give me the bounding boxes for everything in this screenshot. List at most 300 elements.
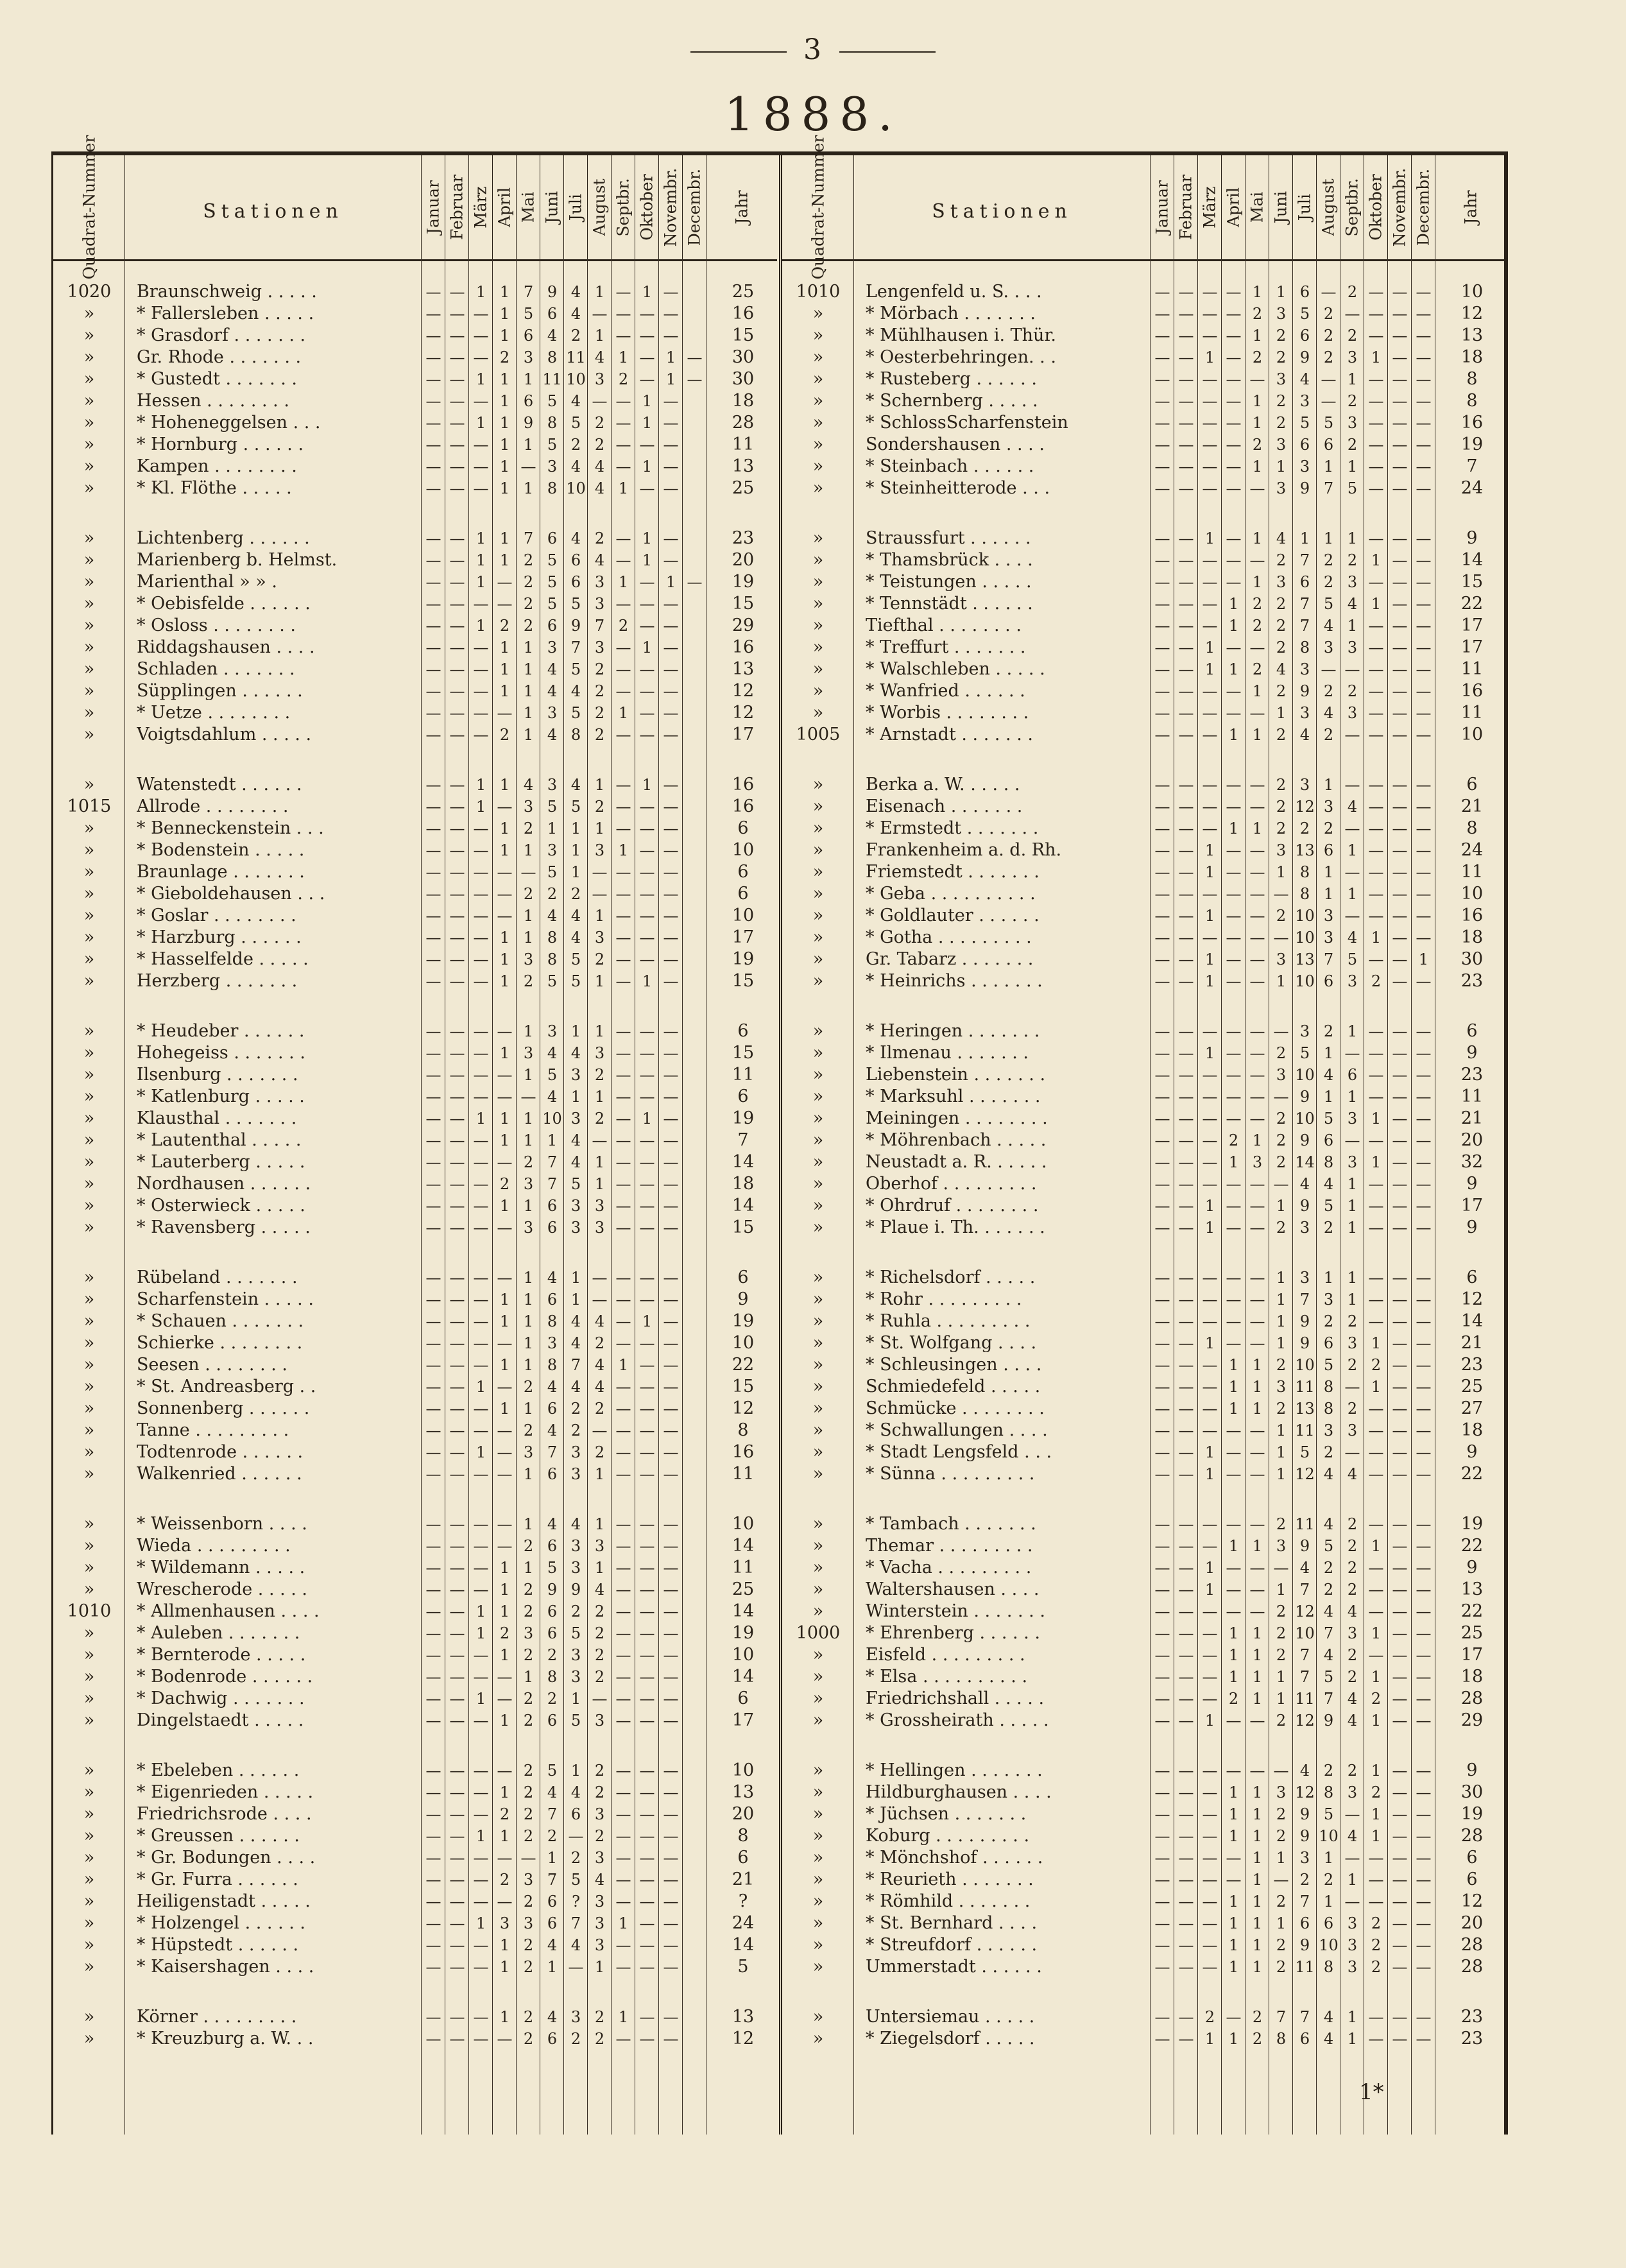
month-value: — — [1202, 436, 1218, 454]
month-value: — — [449, 348, 465, 366]
month-value: — — [425, 1175, 441, 1193]
month-value: — — [1416, 1465, 1432, 1483]
month-value: — — [1178, 1356, 1194, 1374]
month-value: — — [615, 885, 631, 903]
month-value: — — [1226, 1465, 1242, 1483]
month-value: — — [663, 907, 679, 925]
month-value: 4 — [547, 327, 558, 345]
month-value: 2 — [1276, 1400, 1287, 1418]
month-value: — — [425, 1893, 441, 1911]
month-value: — — [639, 1849, 655, 1867]
table-row — [782, 658, 1506, 680]
month-value: 2 — [1276, 776, 1287, 794]
year-total: 13 — [732, 2007, 755, 2027]
month-value: 1 — [1228, 1378, 1239, 1396]
quadrat-number: » — [83, 1869, 95, 1889]
month-value: 4 — [570, 1312, 581, 1330]
month-value: — — [663, 1197, 679, 1215]
month-value: — — [1416, 1668, 1432, 1686]
month-value: 3 — [1299, 1849, 1310, 1867]
month-value: — — [1368, 1131, 1384, 1149]
month-value: 1 — [570, 1088, 581, 1106]
month-value: — — [639, 305, 655, 323]
header-month — [612, 155, 635, 259]
quadrat-number: » — [83, 1065, 95, 1085]
quadrat-number: » — [83, 1043, 95, 1063]
month-value: — — [1249, 1602, 1265, 1620]
month-value: 1 — [1252, 327, 1263, 345]
month-value: 4 — [570, 1153, 581, 1171]
month-value: 1 — [1299, 529, 1310, 547]
month-value: — — [615, 1291, 631, 1309]
year-total: 12 — [732, 1398, 755, 1418]
station-name: Tiefthal . . . . . . . . — [866, 615, 1022, 635]
month-value: — — [497, 1443, 513, 1461]
station-name: Hohegeiss . . . . . . . — [137, 1043, 305, 1063]
month-value: 1 — [499, 1958, 510, 1976]
month-value: 1 — [1252, 1400, 1263, 1418]
month-value: — — [1202, 1624, 1218, 1642]
month-value: — — [1154, 2008, 1170, 2026]
month-value: 2 — [523, 1422, 534, 1439]
station-name: * Marksuhl . . . . . . . — [866, 1087, 1041, 1106]
month-value: 10 — [566, 479, 586, 497]
header-stationen-label: Stationen — [203, 200, 343, 223]
month-value: 1 — [1323, 885, 1334, 903]
month-value: 1 — [1204, 1044, 1215, 1062]
month-value: — — [1416, 1422, 1432, 1439]
month-value: — — [473, 1581, 489, 1599]
month-value — [683, 927, 706, 949]
month-value: 2 — [594, 704, 605, 722]
month-value: 9 — [1323, 1712, 1334, 1730]
month-value: — — [1178, 1624, 1194, 1642]
station-name: * Heringen . . . . . . . — [866, 1021, 1040, 1041]
month-value: 5 — [1323, 595, 1334, 613]
month-value: 3 — [594, 1197, 605, 1215]
month-value: 2 — [523, 2008, 534, 2026]
month-value: — — [615, 776, 631, 794]
year-total: 18 — [1460, 927, 1484, 947]
month-value — [683, 1173, 706, 1195]
month-value: 1 — [475, 1827, 486, 1845]
table-row — [53, 1151, 777, 1173]
month-value — [683, 1782, 706, 1803]
group-gap — [782, 746, 1506, 774]
month-value: 1 — [594, 1515, 605, 1533]
month-value: — — [449, 1312, 465, 1330]
month-value: 13 — [1295, 950, 1315, 968]
month-value: — — [1392, 1581, 1408, 1599]
month-value: 1 — [475, 370, 486, 388]
month-value: — — [663, 1110, 679, 1128]
month-value: — — [1368, 305, 1384, 323]
year-total: 14 — [1460, 1311, 1484, 1331]
month-value: 3 — [523, 950, 534, 968]
month-value: — — [425, 1356, 441, 1374]
month-value: — — [1154, 305, 1170, 323]
month-value: — — [1226, 1066, 1242, 1084]
quadrat-number: » — [812, 550, 824, 570]
month-value: 2 — [523, 1646, 534, 1664]
month-value: 1 — [1323, 1893, 1334, 1911]
month-value: — — [639, 1537, 655, 1555]
month-value: — — [615, 1334, 631, 1352]
header-jahr — [706, 155, 777, 259]
month-value: — — [639, 1269, 655, 1287]
station-name: * Richelsdorf . . . . . — [866, 1267, 1036, 1287]
station-name: * Hornburg . . . . . . — [137, 434, 304, 454]
month-value: 1 — [523, 660, 534, 678]
month-value: 1 — [1252, 1668, 1263, 1686]
month-value: 3 — [1347, 1624, 1358, 1642]
month-value: — — [639, 595, 655, 613]
month-value: — — [1392, 907, 1408, 925]
month-value: — — [1416, 798, 1432, 816]
month-value — [683, 774, 706, 796]
month-value: — — [1392, 1334, 1408, 1352]
table-row — [53, 2006, 777, 2028]
month-value: 1 — [523, 370, 534, 388]
quadrat-number: » — [83, 1623, 95, 1643]
month-value: 1 — [523, 1559, 534, 1577]
month-value: — — [1249, 1334, 1265, 1352]
month-value: — — [449, 436, 465, 454]
quadrat-number: » — [812, 304, 824, 323]
quadrat-number: » — [812, 1667, 824, 1687]
month-value: — — [497, 863, 513, 881]
table-row — [53, 1289, 777, 1310]
month-value: — — [425, 617, 441, 635]
month-value: — — [615, 1624, 631, 1642]
month-value: — — [1154, 1312, 1170, 1330]
month-value: — — [639, 1378, 655, 1396]
table-row — [53, 1130, 777, 1151]
month-value: — — [1416, 885, 1432, 903]
month-value: 7 — [570, 1914, 581, 1932]
table-row — [782, 1601, 1506, 1622]
month-value: 3 — [594, 841, 605, 859]
year-total: 14 — [732, 1196, 755, 1216]
month-value: 1 — [642, 392, 653, 410]
month-value: 4 — [1299, 1762, 1310, 1780]
month-value: 4 — [570, 1378, 581, 1396]
month-value: — — [1416, 1400, 1432, 1418]
quadrat-number: » — [83, 572, 95, 592]
month-value — [683, 1956, 706, 1978]
table-row — [53, 1666, 777, 1688]
month-value: 1 — [1371, 1762, 1382, 1780]
month-value: 2 — [570, 1849, 581, 1867]
month-value — [683, 1195, 706, 1217]
month-value: — — [473, 392, 489, 410]
month-value: — — [663, 1334, 679, 1352]
month-value: — — [1392, 551, 1408, 569]
month-value: — — [663, 1378, 679, 1396]
station-name: Seesen . . . . . . . . — [137, 1355, 287, 1375]
month-value: 1 — [1252, 820, 1263, 838]
year-total: 24 — [1460, 478, 1484, 498]
quadrat-number: » — [83, 1021, 95, 1041]
month-value — [683, 2028, 706, 2050]
year-total: 15 — [732, 594, 755, 614]
month-value: — — [1392, 1443, 1408, 1461]
month-value: — — [1273, 929, 1289, 947]
station-name: * Plaue i. Th. . . . . . . — [866, 1217, 1045, 1237]
month-value: 1 — [1228, 660, 1239, 678]
month-value: — — [520, 1849, 536, 1867]
month-value: — — [1392, 1827, 1408, 1845]
month-value: — — [1154, 950, 1170, 968]
quadrat-number: » — [812, 1398, 824, 1418]
quadrat-number: » — [812, 1558, 824, 1577]
month-value — [683, 1760, 706, 1782]
month-value: — — [1154, 820, 1170, 838]
quadrat-number: » — [83, 1130, 95, 1150]
month-value: — — [1154, 1088, 1170, 1106]
month-value: — — [615, 726, 631, 744]
month-value: — — [663, 704, 679, 722]
month-value: — — [1249, 1269, 1265, 1287]
month-value: 1 — [1276, 1465, 1287, 1483]
quadrat-number: » — [83, 1355, 95, 1375]
month-value: — — [449, 1762, 465, 1780]
month-value: — — [473, 595, 489, 613]
table-row — [782, 1760, 1506, 1782]
month-value: 6 — [570, 573, 581, 591]
month-value: 6 — [1323, 1334, 1334, 1352]
month-value: — — [663, 1356, 679, 1374]
month-value: — — [615, 1559, 631, 1577]
quadrat-number: » — [83, 862, 95, 882]
group-gap — [782, 1485, 1506, 1513]
quadrat-number: » — [83, 1108, 95, 1128]
month-value: — — [1368, 392, 1384, 410]
month-value: 4 — [594, 479, 605, 497]
month-value: 2 — [1323, 327, 1334, 345]
month-value — [683, 593, 706, 615]
header-month — [445, 155, 469, 259]
month-value: — — [1249, 1197, 1265, 1215]
month-value: — — [615, 414, 631, 432]
station-name: Klausthal . . . . . . . — [137, 1108, 297, 1128]
year-total: 14 — [732, 1935, 755, 1955]
month-value: 1 — [1228, 1153, 1239, 1171]
month-value: 1 — [1276, 1197, 1287, 1215]
month-value: 3 — [1299, 1269, 1310, 1287]
month-value: — — [1273, 1088, 1289, 1106]
month-value: — — [663, 595, 679, 613]
month-value: — — [1249, 704, 1265, 722]
month-value: 8 — [1323, 1153, 1334, 1171]
month-value: 1 — [642, 458, 653, 476]
month-value: — — [1392, 1269, 1408, 1287]
month-value: — — [1273, 1175, 1289, 1193]
month-value: — — [1202, 1805, 1218, 1823]
month-value: 1 — [499, 639, 510, 657]
month-value: — — [1368, 682, 1384, 700]
month-value: — — [449, 1219, 465, 1237]
month-value: — — [1202, 617, 1218, 635]
month-value: 3 — [570, 1066, 581, 1084]
month-value: 5 — [547, 798, 558, 816]
month-value: — — [473, 1219, 489, 1237]
table-row — [782, 456, 1506, 477]
month-value: 2 — [594, 798, 605, 816]
quadrat-number: » — [83, 1579, 95, 1599]
quadrat-number: » — [812, 2029, 824, 2049]
month-value: 1 — [475, 617, 486, 635]
month-value: 11 — [1295, 1690, 1315, 1708]
year-total: 20 — [732, 550, 755, 570]
month-value: 2 — [570, 1422, 581, 1439]
quadrat-number: » — [83, 840, 95, 860]
quadrat-number: » — [812, 325, 824, 345]
month-value: — — [497, 1378, 513, 1396]
month-value: 2 — [1276, 682, 1287, 700]
month-value: — — [663, 1443, 679, 1461]
month-value: — — [663, 1066, 679, 1084]
month-value: — — [1154, 660, 1170, 678]
table-row — [782, 1688, 1506, 1710]
quadrat-number: » — [83, 681, 95, 701]
station-name: * Allmenhausen . . . . — [137, 1601, 320, 1621]
month-value: — — [425, 1958, 441, 1976]
month-value: 3 — [1347, 1783, 1358, 1801]
month-value: 6 — [570, 551, 581, 569]
month-value: 1 — [1228, 617, 1239, 635]
month-value: 6 — [1299, 573, 1310, 591]
month-value: 1 — [1323, 529, 1334, 547]
year-total: 20 — [1460, 1913, 1484, 1933]
month-value: — — [639, 1131, 655, 1149]
month-value: — — [1249, 639, 1265, 657]
month-value: 1 — [642, 551, 653, 569]
month-value: 1 — [594, 327, 605, 345]
month-value — [683, 549, 706, 571]
month-value: — — [1368, 327, 1384, 345]
month-value: 2 — [1252, 595, 1263, 613]
month-value: — — [1202, 1668, 1218, 1686]
month-value: — — [663, 305, 679, 323]
month-value: 6 — [1323, 972, 1334, 990]
month-value: 1 — [1204, 529, 1215, 547]
month-value: 4 — [547, 907, 558, 925]
month-value: — — [663, 327, 679, 345]
month-value: — — [1154, 392, 1170, 410]
table-row — [53, 325, 777, 347]
month-value: 1 — [523, 841, 534, 859]
month-value: — — [639, 2008, 655, 2026]
month-value: 7 — [547, 1153, 558, 1171]
month-value: — — [449, 660, 465, 678]
month-value: 11 — [1295, 1958, 1315, 1976]
month-value: — — [1226, 1175, 1242, 1193]
header-quadrat-label: Quadrat-Nummer — [809, 135, 827, 280]
month-value: — — [639, 617, 655, 635]
month-value: 1 — [1371, 348, 1382, 366]
month-value — [683, 658, 706, 680]
month-value: — — [639, 704, 655, 722]
month-value: 1 — [1371, 1805, 1382, 1823]
month-value: 5 — [570, 1712, 581, 1730]
year-total: 23 — [1460, 1065, 1484, 1085]
month-value: — — [615, 283, 631, 301]
month-value: 2 — [1276, 1805, 1287, 1823]
data-table — [51, 135, 1508, 2135]
month-value: 1 — [499, 950, 510, 968]
station-name: Nordhausen . . . . . . — [137, 1174, 311, 1194]
month-value: 4 — [570, 1044, 581, 1062]
year-total: 29 — [732, 615, 755, 635]
month-value: 1 — [618, 1356, 629, 1374]
month-value: 1 — [1276, 1849, 1287, 1867]
month-value: 3 — [1323, 639, 1334, 657]
month-value: 10 — [1295, 972, 1315, 990]
month-value: 2 — [1323, 1312, 1334, 1330]
month-value: — — [1154, 1175, 1170, 1193]
month-value: 2 — [523, 1537, 534, 1555]
group-gap — [782, 1978, 1506, 2006]
year-total: 10 — [1460, 282, 1484, 302]
year-total: 13 — [732, 1782, 755, 1802]
month-value: — — [1154, 1581, 1170, 1599]
dash-right — [839, 51, 936, 53]
month-value: 2 — [1276, 798, 1287, 816]
month-value: — — [1154, 1914, 1170, 1932]
table-row — [53, 927, 777, 949]
month-value: 1 — [1347, 1088, 1358, 1106]
year-total: 17 — [1460, 637, 1484, 657]
header-month — [1388, 155, 1412, 259]
month-value: 3 — [1299, 1219, 1310, 1237]
month-value: — — [615, 1044, 631, 1062]
month-value: 1 — [1347, 458, 1358, 476]
month-value: — — [639, 1871, 655, 1889]
month-value — [683, 1644, 706, 1666]
month-value: — — [1368, 639, 1384, 657]
month-value — [683, 434, 706, 456]
month-value: 3 — [1347, 1334, 1358, 1352]
month-value: — — [425, 573, 441, 591]
month-value: — — [663, 776, 679, 794]
month-value: 1 — [1228, 1624, 1239, 1642]
station-name: Tanne . . . . . . . . . — [137, 1420, 289, 1440]
month-value: 4 — [594, 1378, 605, 1396]
month-value: 2 — [523, 1712, 534, 1730]
year-total: 6 — [737, 1087, 749, 1106]
month-value: — — [1226, 1088, 1242, 1106]
month-value: 1 — [1418, 950, 1429, 968]
month-value: — — [615, 1762, 631, 1780]
month-value: 1 — [1323, 776, 1334, 794]
month-value: 1 — [1347, 841, 1358, 859]
month-value: — — [1226, 1871, 1242, 1889]
month-value: 2 — [523, 1581, 534, 1599]
year-total: 30 — [1460, 949, 1484, 969]
station-name: Gr. Rhode . . . . . . . — [137, 347, 302, 367]
quadrat-number: » — [812, 528, 824, 548]
year-total: 12 — [1460, 1891, 1484, 1911]
station-name: * Grasdorf . . . . . . . — [137, 325, 306, 345]
table-row — [782, 1825, 1506, 1847]
quadrat-number: » — [812, 796, 824, 816]
month-value: 1 — [475, 1443, 486, 1461]
month-value: — — [1226, 1443, 1242, 1461]
month-value — [683, 839, 706, 861]
month-value: — — [1368, 841, 1384, 859]
month-value: — — [1392, 1646, 1408, 1664]
